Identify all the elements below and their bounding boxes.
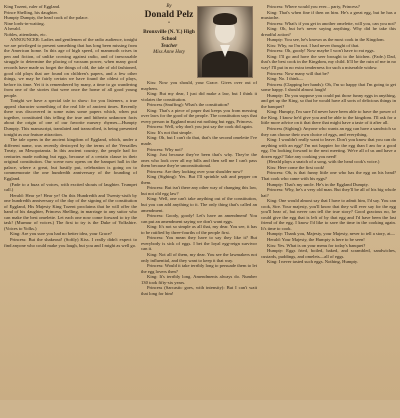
paragraph: King: No. I think— <box>267 76 304 82</box>
author-name: Donald Pelz <box>144 10 194 20</box>
paragraph: Princess: But isn't there any other way of changing this law, but not old egg law? <box>141 185 257 196</box>
paragraph: (Herald plays a snatch of a song, with the head cook's voice.) <box>267 159 380 165</box>
author-school: Bronxville (N. Y.) High School <box>143 29 195 42</box>
paragraph: Herald: Your Majesty, the Humpty is here to be seen! <box>267 236 365 242</box>
paragraph: Princess: You mean they have to say they like it? But everybody is sick of eggs. I bet the loyal egg-reign survivor can it. <box>141 235 257 252</box>
paragraph: Princess: Now many will that be? <box>267 70 329 76</box>
paragraph: Princess: Well, why don't you just say the cook did again. <box>147 124 253 130</box>
paragraph: Herald: Hear ye! Hear ye! On this Hundredth and Twenty-sixth by one hundredth anniversary of the day of the signing of the constitution of Eggland, His Majesty King Tozent proclaims that he will offer the hand of his daughter, Princess Shelling, in marriage to any suitor who can make the best omelette. Let each one now come forward to try the task! (Murmur of voices.) The first to try is the Duke of Yolkshire. (Voices to Yolks.) <box>4 192 137 231</box>
paragraph: King: I'll go and have the seer brought to the kitchen. (Fade.) Dad, that's the best cook in the Kingdom, my child. It'll be the ruin of me in no way! I'll put in no extra tenderness for such a miserable widow. <box>261 53 396 71</box>
paragraph: King: Are you sure you had no better idea, your Grace? <box>10 231 112 237</box>
byline-block: By Donald Pelz • Bronxville (N. Y.) High School Teacher Miss Anne Hoty <box>141 4 197 56</box>
paragraph: Princess: Where would you ever... party, Princess? <box>267 4 360 9</box>
cast-list <box>4 4 137 37</box>
paragraph: King: It's not so simple as all that, my dear. You see, it has to be ratified by three-fourths of the people first. <box>141 224 257 235</box>
left-column <box>4 4 137 398</box>
paragraph: Princess: Oh, goody! Now maybe I won't have to eat eggs. <box>267 48 375 54</box>
paragraph: ANNOUNCER: Ladies and gentlemen of the radio audience, tonight we are privileged to present something that has long been missing from the American home. In this age of high speed, of mammoth crises in pen and fiction, of unlike crowing against radio, and of inexcusable struggle to determine the placing of vacuum power, when many good records have made us forget the things of old, the tale of old fashioned, good old plays that are found on children's papers, and a few other things, we may be fairly certain we have found the oldest of plays, before its time. Yet it is remembered by many, a time to go wandering from one of the stories that were once the home of all good young people. <box>4 37 137 98</box>
cast-item: Prince Shelling, his daughter. <box>4 9 58 15</box>
paragraph: Kiss: Why, no I'm not. I had never thought of that. <box>267 42 360 48</box>
byline-by: By <box>166 4 172 9</box>
paragraph: King: That's when fine if then on him. He's a great egg, but he has a mustache. <box>261 9 396 21</box>
cast-item: Humpty Dumpty, the head cook of the palace. <box>4 15 89 21</box>
paragraph: King: I never tasted such eggs. Nothing, Humpty. <box>267 259 359 265</box>
paragraph: Humpty: Do you suppose you could put those funny eggs in anything, and get up the King, so that he would have all sorts of delicious things in the banquet? <box>261 92 396 109</box>
paragraph: King: I wouldn't really want to leave. Don't you know that you can do anything with an egg? I'm not happier for the egg than I am for a good egg. I'm looking forward to the next meeting. We're all of us and have a dozen eggs? Take any cooking you need! <box>261 137 396 159</box>
paragraph: The tale opens in the ancient kingdom of Eggland, which, under a different name, was recently destroyed by the terms of the Versailles Treaty, an Mesopotamia. In this ancient country, the people had for centuries made nothing but eggs, because of a certain clause in their original constitution. Our scene now opens on the banquet hall in the palace, where a great, but hastily put, celebration is going on to commemorate the one hundredth anniversary of the founding of Eggland. <box>4 137 137 181</box>
paragraph: King: That's a piece of paper that keeps you from messing over laws for the good of the people. The constitution says that every person in Eggland must eat nothing but eggs, Princess. <box>141 107 257 124</box>
paragraph: Princess: Why not? <box>147 146 183 152</box>
paragraph: King: Well, one can't take anything out of the constitution, but you can add anything to it. The only thing that's called an amendment. <box>141 196 257 213</box>
paragraph: Humpty: Eggs fried, boiled, baked, and scrambled, sandwiches, custards, puddings, and omelets—all of eggs. <box>261 248 396 259</box>
teacher-label: Teacher <box>160 44 178 49</box>
paragraph: Princess (Sighing): Anyone who wants an egg can have a sandwich so they can choose their own choice of eggs, and everything. <box>261 126 396 137</box>
teacher-name: Miss Anne Hoty <box>153 50 185 55</box>
paragraph: King: Oh, but I can't do that, that's the second omelette I've made. <box>141 135 257 147</box>
paragraph: King (Sighing): Yes. But I'll sprinkle salt and pepper on them. <box>141 174 257 185</box>
paragraph: Princess: Would it take terribly long to persuade them to let the egg lovers then? <box>141 263 257 274</box>
paragraph: Kiss: Yes. What is on your menu for today's banquet? <box>267 242 366 248</box>
cast-item: Nine lords-in-waiting. <box>4 20 45 26</box>
paragraph: King: Just because they've been that's why. They're the ones who look over all my bills and then sell me I can't pass them because they're unconstitutional. <box>141 152 257 169</box>
paragraph: King: Not all of them, my dear. You see the lawmakers not only influential, and they want to keep it that way. <box>141 251 257 263</box>
paragraph: Humpty: Thank you, Majesty, your Majesty, never to tell a story, at— <box>267 231 396 237</box>
paragraph: Princess: Goody, goody! Let's have an amendment! You can put an amendment saying we don't want eggs. <box>141 213 257 224</box>
paragraph: King: Humpty, I'm sure I'd never have been able to have the power of the King. I know he'd give you and be able to the kingdom. I'll ask for a little more advice on it that there that might have a taste of it after all. <box>261 109 396 126</box>
cast-item: Nobles, attendants, etc. <box>4 31 47 37</box>
paragraph: Princess (Sarcastic goes, with intensity): But I can't wait that long for him! <box>141 285 257 296</box>
paragraph: Princess (Clapping her hands): Oh, I'm so happy that I'm going to get some happy. I should almost laugh! <box>261 81 396 93</box>
right-column <box>261 4 396 398</box>
paragraph: Humpty: You see, he's known as the most cook in the Kingdom. <box>267 37 385 43</box>
paragraph: Kiss: Now you should, your Grace. Gives over out of mayhem. <box>141 80 257 91</box>
author-photo <box>197 6 253 78</box>
paragraph: Princess (Snuffing): What's the constitution? <box>147 102 230 108</box>
middle-column <box>141 80 257 418</box>
paragraph: Humpty: That's my uncle. He's in the Eggland Dumpty. <box>267 181 369 187</box>
paragraph: King: One would almost say that I have to admit him, I'd say. You can cook, Sire. Your majesty, you'll know that they will ever say for the egg you'll hear of, but never can tell the true story? Good gracious no, he could give the egg that is left of by that egg and I'd have been the last friend of the egg. I know I'd like to save the time in the cooking again. It's time to cook. <box>261 198 396 231</box>
paragraph: (Fade to a buzz of voices, with excited shouts of laughter. Trumpet call.) <box>4 181 137 193</box>
cast-item: King Tozent, ruler of Eggland. <box>4 4 61 9</box>
paragraph: King: It's terribly long. Amendments always do. Number 130 took fifty-six years. <box>141 274 257 285</box>
paragraph: Princess: But the shakeout! (Softly) Kiss. I really didn't expect to find anyone who could make you laugh, but you and I might as well go. <box>4 236 137 248</box>
paragraph: King: But my dear, I just did make a law, but I think it violates the constitution. <box>141 91 257 102</box>
paragraph: Princess: Oh, is that funny little one who has the egg on his head? That cook who came with his eggs? <box>261 170 396 181</box>
paragraph: Kiss: It's not that simple. <box>147 129 193 135</box>
paragraph: Princess: Are they looking over your shoulder now? <box>147 168 243 174</box>
paragraph: Tonight we have a special tale to show: for you listeners, a true appeal character something of the real life of ancient times. Recently there was discovered in some ruins some papers which, when put together, constituted this telling the true and hitherto unknown facts about the origin of one of our favorite nursery rhymes—Humpty Dumpty. This manuscript, translated and transcribed, is being presented tonight as our feature attraction. <box>4 98 137 137</box>
paragraph: Princess: What's if you get in another omelette, will you, can you not? <box>267 20 396 26</box>
paragraph: Princess: Why, he's a very old man. But they'll be all of his big whole hat? <box>261 187 396 198</box>
paragraph: King: Oh, but he's never saying anything. Why did he take this dreadful action? <box>261 26 396 37</box>
cast-item: A herald. <box>4 26 21 32</box>
paragraph: Kiss: Here come the first cook! <box>267 164 325 170</box>
